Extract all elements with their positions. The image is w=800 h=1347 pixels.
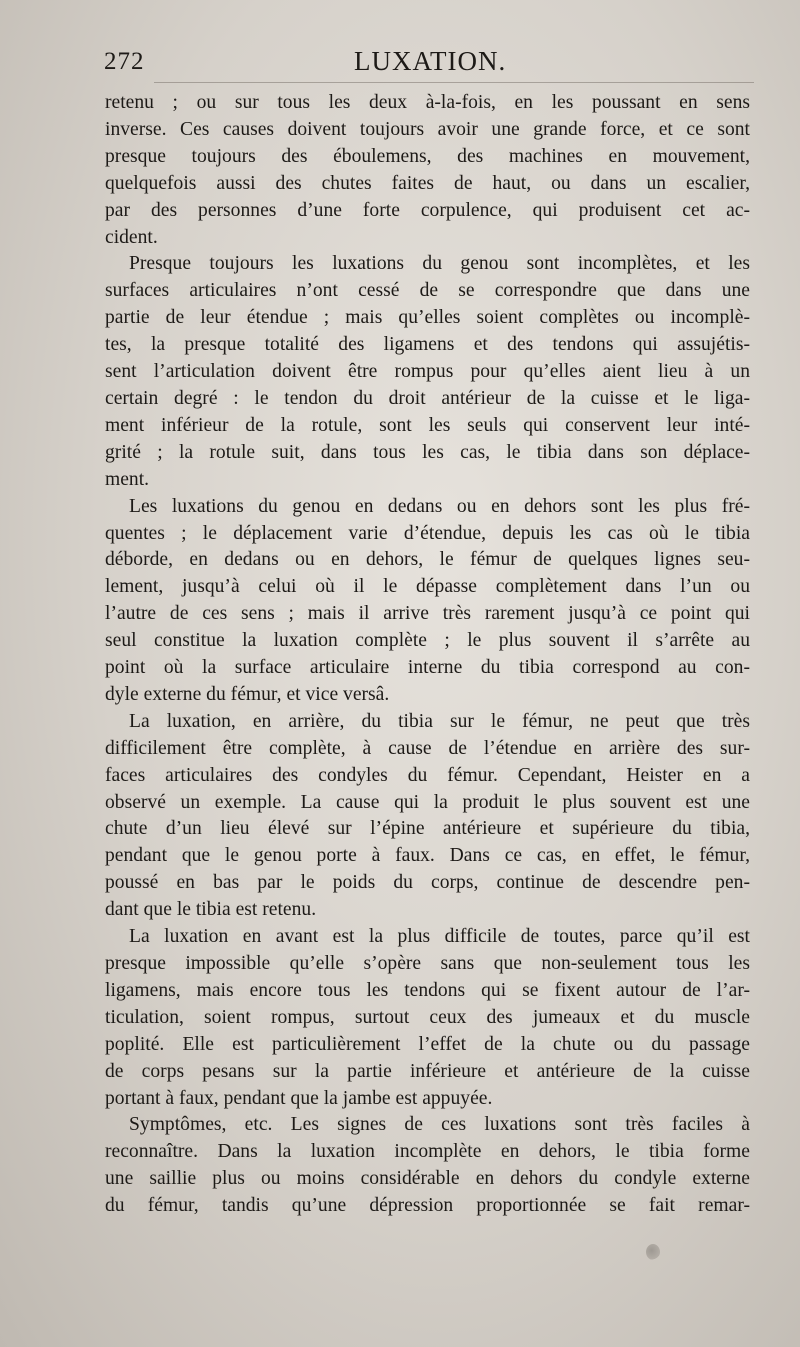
ink-spot <box>646 1244 660 1260</box>
text-line: certain degré : le tendon du droit antérieur de la cuisse et le liga- <box>105 387 750 409</box>
text-line: déborde, en dedans ou en dehors, le fémur de quelques lignes seu- <box>105 549 750 571</box>
text-line: Symptômes, etc. Les signes de ces luxations sont très faciles à <box>129 1114 750 1136</box>
text-line: La luxation en avant est la plus difficile de toutes, parce qu’il est <box>129 926 750 948</box>
text-line: inverse. Ces causes doivent toujours avoir une grande force, et ce sont <box>105 118 750 140</box>
text-line: quentes ; le déplacement varie d’étendue, depuis les cas où le tibia <box>105 522 750 544</box>
text-line: presque impossible qu’elle s’opère sans que non-seulement tous les <box>105 953 750 974</box>
text-line: seul constitue la luxation complète ; le plus souvent il s’arrête au <box>105 630 750 652</box>
text-line: pendant que le genou porte à faux. Dans ce cas, en effet, le fémur, <box>105 845 750 867</box>
text-line: presque toujours des éboulemens, des machines en mouvement, <box>105 145 750 167</box>
paragraph <box>105 90 750 251</box>
header-rule <box>154 82 754 83</box>
text-line: lement, jusqu’à celui où il le dépasse complètement dans l’un ou <box>105 576 750 598</box>
text-line: point où la surface articulaire interne du tibia correspond au con- <box>105 657 750 679</box>
body-text <box>105 90 750 1220</box>
page-number: 272 <box>104 48 145 75</box>
text-line: partie de leur étendue ; mais qu’elles soient complètes ou incomplè- <box>105 307 750 329</box>
text-line: La luxation, en arrière, du tibia sur le fémur, ne peut que très <box>129 710 750 732</box>
text-line: difficilement être complète, à cause de l’étendue en arrière des sur- <box>105 737 750 759</box>
paragraph <box>105 494 750 709</box>
page-header <box>104 48 754 84</box>
text-line: du fémur, tandis qu’une dépression proportionnée se fait remar- <box>105 1195 750 1217</box>
text-line: poplité. Elle est particulièrement l’effet de la chute ou du passage <box>105 1033 750 1055</box>
running-title: LUXATION. <box>354 46 507 76</box>
text-line: quelquefois aussi des chutes faites de haut, ou dans un escalier, <box>105 172 750 194</box>
text-line: ligamens, mais encore tous les tendons qui se fixent autour de l’ar- <box>105 979 750 1001</box>
text-line: l’autre de ces sens ; mais il arrive très rarement jusqu’à ce point qui <box>105 603 750 625</box>
text-line: cident. <box>105 226 158 248</box>
text-line: retenu ; ou sur tous les deux à-la-fois, en les poussant en sens <box>105 92 750 113</box>
text-line: dant que le tibia est retenu. <box>105 899 317 921</box>
text-line: ment. <box>105 468 150 490</box>
text-line: faces articulaires des condyles du fémur. Cependant, Heister en a <box>105 764 750 786</box>
text-line: tes, la presque totalité des ligamens et des tendons qui assujétis- <box>105 334 750 356</box>
paragraph <box>105 1112 750 1220</box>
text-line: Presque toujours les luxations du genou sont incomplètes, et les <box>129 253 750 275</box>
text-line: reconnaître. Dans la luxation incomplète en dehors, le tibia forme <box>105 1141 750 1163</box>
text-line: observé un exemple. La cause qui la produit le plus souvent est une <box>105 791 750 813</box>
text-line: Les luxations du genou en dedans ou en dehors sont les plus fré- <box>129 495 750 517</box>
text-line: poussé en bas par le poids du corps, continue de descendre pen- <box>105 872 750 894</box>
text-line: grité ; la rotule suit, dans tous les cas, le tibia dans son déplace- <box>105 441 750 463</box>
text-line: ment inférieur de la rotule, sont les seuls qui conservent leur inté- <box>105 414 750 436</box>
text-line: dyle externe du fémur, et vice versâ. <box>105 683 390 705</box>
text-line: surfaces articulaires n’ont cessé de se correspondre que dans une <box>105 280 750 302</box>
text-line: de corps pesans sur la partie inférieure et antérieure de la cuisse <box>105 1060 750 1082</box>
paragraph <box>105 709 750 924</box>
text-line: par des personnes d’une forte corpulence, qui produisent cet ac- <box>105 199 750 221</box>
paragraph <box>105 251 750 493</box>
paragraph <box>105 924 750 1112</box>
text-line: chute d’un lieu élevé sur l’épine antérieure et supérieure du tibia, <box>105 818 750 840</box>
text-line: portant à faux, pendant que la jambe est appuyée. <box>105 1087 493 1109</box>
text-line: sent l’articulation doivent être rompus pour qu’elles aient lieu à un <box>105 361 750 383</box>
text-line: une saillie plus ou moins considérable en dehors du condyle externe <box>105 1168 750 1190</box>
text-line: ticulation, soient rompus, surtout ceux des jumeaux et du muscle <box>105 1006 750 1028</box>
